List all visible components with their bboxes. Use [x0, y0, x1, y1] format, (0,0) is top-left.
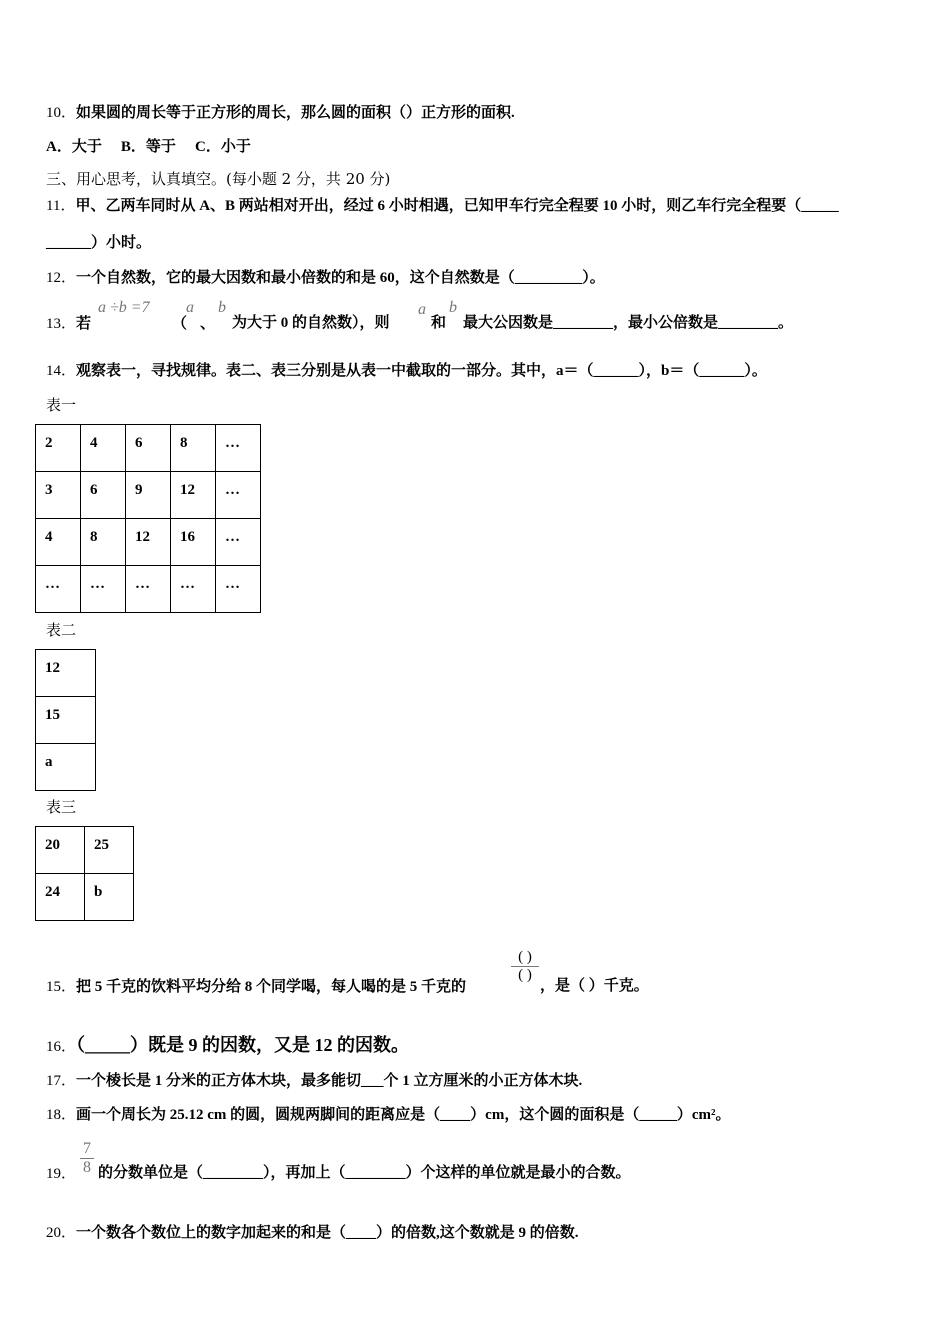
fraction	[80, 1140, 94, 1177]
table-1	[35, 424, 261, 613]
question-text: 为大于 0 的自然数），则	[232, 315, 390, 331]
table-2	[35, 649, 96, 791]
question-number: 14．	[46, 363, 77, 379]
section-title: 三、用心思考，认真填空。(每小题 2 分，共 20 分)	[46, 170, 391, 188]
question-text: 最大公因数是________，最小公倍数是________。	[463, 315, 794, 331]
table-row	[36, 650, 96, 697]
table-cell: 6	[81, 472, 126, 519]
table-cell: …	[36, 566, 81, 613]
question-14	[46, 360, 767, 381]
table-cell: 3	[36, 472, 81, 519]
table-cell: …	[81, 566, 126, 613]
table-cell: 15	[36, 697, 96, 744]
question-number: 19．	[46, 1166, 77, 1182]
variable-b: b	[218, 299, 226, 316]
table-row	[36, 425, 261, 472]
table-cell: 20	[36, 827, 85, 874]
table-cell: 12	[36, 650, 96, 697]
table-cell: 24	[36, 874, 85, 921]
separator: 、	[200, 316, 216, 332]
variable-a: a	[186, 299, 194, 316]
question-16	[46, 1035, 409, 1057]
option-c: C．小于	[195, 139, 251, 155]
fraction-denominator: 8	[80, 1158, 94, 1177]
variable-a: a	[418, 301, 426, 318]
table-row	[36, 697, 96, 744]
table-cell: 12	[171, 472, 216, 519]
question-11-cont	[46, 232, 151, 253]
question-number: 15．	[46, 979, 77, 995]
conjunction: 和	[431, 315, 447, 331]
question-text: 的分数单位是（________），再加上（________）个这样的单位就是最小的合数。	[98, 1165, 631, 1181]
table-cell: 9	[126, 472, 171, 519]
table-cell: 25	[85, 827, 134, 874]
table-cell: 16	[171, 519, 216, 566]
table-2-label: 表二	[46, 621, 77, 639]
question-number: 17．	[46, 1073, 77, 1089]
table-cell: …	[216, 566, 261, 613]
question-text: 一个数各个数位上的数字加起来的和是（____）的倍数,这个数就是 9 的倍数.	[76, 1225, 579, 1241]
question-10-options	[46, 136, 251, 157]
table-cell: 2	[36, 425, 81, 472]
question-text: （_____）既是 9 的因数，又是 12 的因数。	[76, 1035, 410, 1055]
table-cell: …	[126, 566, 171, 613]
table-row	[36, 519, 261, 566]
fraction-numerator: 7	[83, 1140, 91, 1157]
question-19	[46, 1163, 76, 1184]
table-3	[35, 826, 134, 921]
question-text: 如果圆的周长等于正方形的周长，那么圆的面积（）正方形的面积.	[76, 105, 515, 121]
question-text: 一个棱长是 1 分米的正方体木块，最多能切___个 1 立方厘米的小正方体木块.	[76, 1073, 583, 1089]
question-11	[46, 195, 839, 216]
question-text: 把 5 千克的饮料平均分给 8 个同学喝，每人喝的是 5 千克的	[76, 979, 467, 995]
table-cell: 8	[81, 519, 126, 566]
question-text: 一个自然数，它的最大因数和最小倍数的和是 60，这个自然数是（_________）。	[76, 270, 605, 286]
question-10	[46, 102, 515, 123]
fraction-denominator: ( )	[511, 966, 539, 984]
table-cell: 4	[81, 425, 126, 472]
question-text: ______）小时。	[46, 235, 152, 251]
table-cell: …	[171, 566, 216, 613]
option-b: B．等于	[120, 139, 176, 155]
table-row	[36, 827, 134, 874]
question-13	[46, 313, 91, 334]
formula: a ÷b =7	[98, 299, 150, 316]
question-text: 甲、乙两车同时从 A、B 两站相对开出，经过 6 小时相遇，已知甲车行完全程要 10 小时，则乙车行完全程要（_____	[75, 198, 839, 214]
question-15	[46, 976, 466, 997]
table-row	[36, 566, 261, 613]
table-cell: 4	[36, 519, 81, 566]
table-cell: …	[216, 472, 261, 519]
question-number: 16．	[46, 1039, 77, 1055]
table-cell: …	[216, 519, 261, 566]
question-text: 画一个周长为 25.12 cm 的圆，圆规两脚间的距离应是（____）cm，这个圆的面积是（_____）cm²。	[76, 1107, 731, 1123]
question-number: 10．	[46, 105, 77, 121]
question-suffix: ，是（ ）千克。	[540, 978, 649, 994]
question-number: 13．	[46, 316, 77, 332]
table-3-label: 表三	[46, 798, 77, 816]
option-a: A．大于	[46, 139, 102, 155]
question-12	[46, 267, 605, 288]
fraction-numerator: ( )	[518, 949, 532, 965]
table-row	[36, 744, 96, 791]
table-cell: 12	[126, 519, 171, 566]
table-cell: a	[36, 744, 96, 791]
table-row	[36, 874, 134, 921]
question-text: 观察表一，寻找规律。表二、表三分别是从表一中截取的一部分。其中，a＝（______），b＝（______）。	[76, 363, 767, 379]
question-number: 12．	[46, 270, 77, 286]
question-18	[46, 1104, 730, 1125]
question-prefix: 若	[76, 316, 92, 332]
table-cell: 8	[171, 425, 216, 472]
question-number: 18．	[46, 1107, 77, 1123]
table-row	[36, 472, 261, 519]
table-cell: 6	[126, 425, 171, 472]
paren-open: （	[172, 316, 188, 332]
question-20	[46, 1222, 579, 1243]
question-number: 20．	[46, 1225, 77, 1241]
variable-b: b	[449, 299, 457, 316]
fraction	[511, 949, 539, 984]
table-1-label: 表一	[46, 396, 77, 414]
table-cell: …	[216, 425, 261, 472]
table-cell: b	[85, 874, 134, 921]
question-17	[46, 1070, 582, 1091]
question-number: 11．	[46, 198, 76, 214]
